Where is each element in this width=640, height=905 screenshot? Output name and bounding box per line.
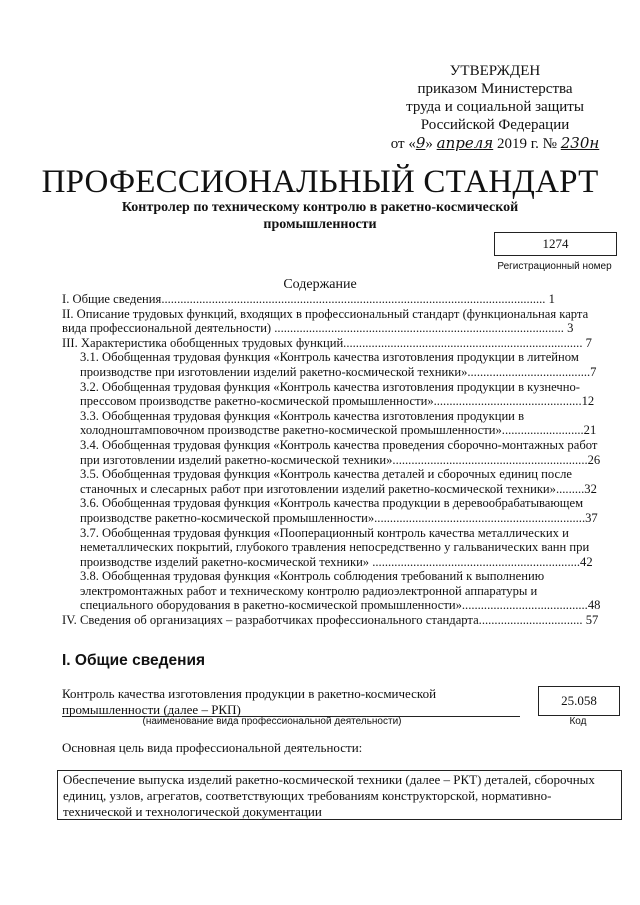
- toc-item-2[interactable]: II. Описание трудовых функций, входящих в профессиональный стандарт (функциональная карта вида профессиональной деятельности) ............................................................................................ 3: [62, 306, 589, 336]
- code-caption: Код: [569, 716, 587, 727]
- toc-item-4[interactable]: IV. Сведения об организациях – разработчиках профессионального стандарта................................. 57: [62, 613, 599, 628]
- toc-heading: Содержание: [283, 277, 357, 292]
- order-number: 230н: [560, 134, 600, 152]
- approval-line-3: труда и социальной защиты: [406, 99, 584, 115]
- table-of-contents: [62, 292, 612, 628]
- toc-item-3-2[interactable]: 3.2. Обобщенная трудовая функция «Контроль качества изготовления продукции в кузнечно-прессовом производстве ракетно-космической промышленности»...............................................12: [80, 379, 595, 409]
- document-subtitle: Контролер по техническому контролю в ракетно-космической промышленности: [121, 200, 519, 232]
- date-day: 9: [415, 134, 426, 152]
- date-month: апреля: [436, 134, 494, 152]
- activity-kind-caption: (наименование вида профессиональной деятельности): [142, 716, 402, 727]
- toc-item-3-8[interactable]: 3.8. Обобщенная трудовая функция «Контроль соблюдения требований к выполнению электромонтажных работ и техническому контролю радиоэлектронной аппаратуры и специального оборудования в ракетно-космической промышленности»........................................48: [80, 569, 601, 613]
- document-title: ПРОФЕССИОНАЛЬНЫЙ СТАНДАРТ: [41, 164, 599, 200]
- registration-number-label: Регистрационный номер: [497, 261, 612, 272]
- approval-block: [370, 62, 620, 153]
- registration-number-box: 1274: [494, 232, 617, 256]
- date-prefix: от «: [390, 136, 416, 152]
- toc-item-3-5[interactable]: 3.5. Обобщенная трудовая функция «Контроль качества деталей и сборочных единиц после станочных и слесарных работ при изготовлении изделий ракетно-космической техники».........32: [80, 467, 597, 496]
- date-mid: »: [425, 136, 433, 152]
- section-heading: I. Общие сведения: [62, 652, 206, 669]
- toc-item-3-4[interactable]: 3.4. Обобщенная трудовая функция «Контроль качества проведения сборочно-монтажных работ при изготовлении изделий ракетно-космической техники»..............................................................26: [80, 437, 601, 467]
- toc-item-3-3[interactable]: 3.3. Обобщенная трудовая функция «Контроль качества изготовления продукции в холодноштамповочном производстве ракетно-космической промышленности»..........................21: [80, 408, 597, 438]
- toc-item-3-1[interactable]: 3.1. Обобщенная трудовая функция «Контроль качества изготовления продукции в литейном производстве при изготовлении изделий ракетно-космической техники».......................................7: [80, 350, 597, 379]
- toc-item-3-6[interactable]: 3.6. Обобщенная трудовая функция «Контроль качества продукции в деревообрабатывающем производстве ракетно-космической промышленности»...................................................................37: [80, 496, 598, 525]
- date-year: 2019 г. №: [496, 136, 557, 152]
- activity-kind-text: Контроль качества изготовления продукции в ракетно-космической промышленности (далее – РКП): [62, 686, 437, 717]
- code-box: 25.058: [538, 686, 620, 716]
- approval-date-line: [370, 134, 620, 153]
- goal-text: Обеспечение выпуска изделий ракетно-космической техники (далее – РКТ) деталей, сборочных единиц, узлов, агрегатов, соответствующих требованиям конструкторской, нормативно-технической и технологической документации: [63, 772, 595, 819]
- approval-line-4: Российской Федерации: [420, 117, 570, 133]
- toc-item-3-7[interactable]: 3.7. Обобщенная трудовая функция «Пооперационный контроль качества металлических и неметаллических покрытий, глубокого травления непосредственно у гальванических ванн при производстве изделий ракетно-космической техники» ..................................................................42: [80, 525, 593, 569]
- approval-title: УТВЕРЖДЕН: [449, 63, 541, 79]
- toc-item-1[interactable]: I. Общие сведения.......................................................................................................................... 1: [62, 292, 555, 306]
- approval-line-2: приказом Министерства: [417, 81, 573, 97]
- toc-item-3[interactable]: III. Характеристика обобщенных трудовых функций............................................................................ 7: [62, 335, 592, 350]
- goal-label: Основная цель вида профессиональной деятельности:: [62, 740, 363, 755]
